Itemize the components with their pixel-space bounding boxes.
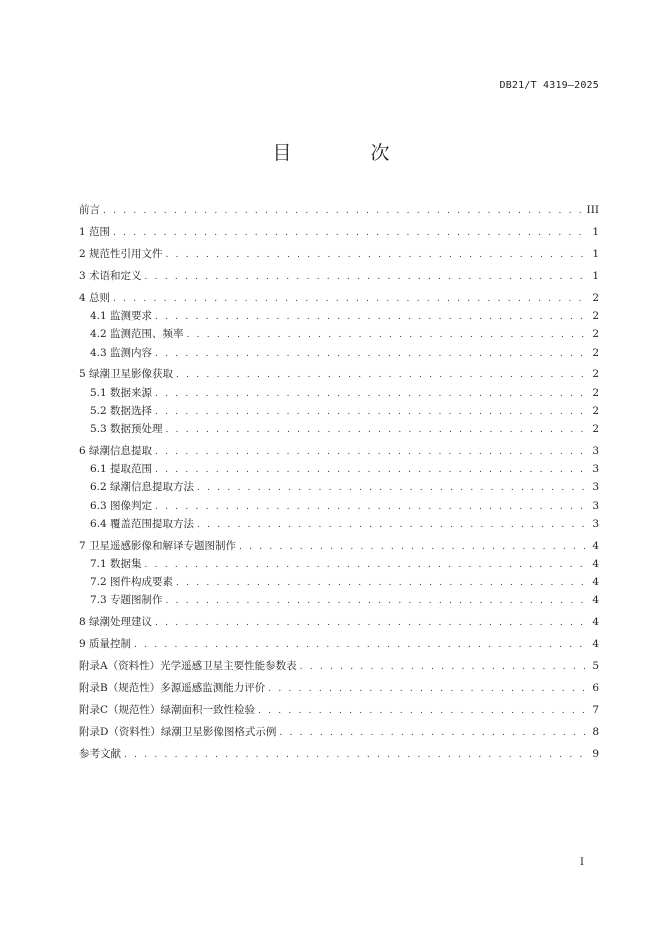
toc-entry-page: 8 bbox=[592, 726, 599, 739]
toc-entry-label: 6.2 绿潮信息提取方法 bbox=[90, 481, 195, 494]
toc-entry[interactable] bbox=[79, 442, 599, 460]
toc-leader-dots bbox=[155, 461, 589, 479]
toc-leader-dots bbox=[103, 202, 584, 220]
toc-entry-label: 4.3 监测内容 bbox=[90, 346, 153, 359]
toc-title: 目 次 bbox=[272, 142, 420, 164]
toc-entry-page: 4 bbox=[592, 539, 599, 552]
toc-leader-dots bbox=[197, 516, 589, 534]
toc-entry-page: 4 bbox=[592, 557, 599, 570]
toc-entry-label: 附录A（资料性）光学遥感卫星主要性能参数表 bbox=[79, 660, 297, 673]
toc-leader-dots bbox=[155, 403, 589, 421]
toc-entry-page: 2 bbox=[592, 404, 599, 417]
toc-leader-dots bbox=[197, 479, 589, 497]
toc-entry[interactable] bbox=[79, 307, 599, 325]
toc-entry-page: 2 bbox=[592, 386, 599, 399]
toc-entry[interactable] bbox=[79, 613, 599, 631]
toc-entry-page: 3 bbox=[592, 445, 599, 458]
toc-entry[interactable] bbox=[79, 365, 599, 383]
toc-entry[interactable] bbox=[79, 745, 599, 763]
toc-entry[interactable] bbox=[79, 679, 599, 697]
toc-entry[interactable] bbox=[79, 289, 599, 307]
toc-entry-page: 4 bbox=[592, 576, 599, 589]
toc-entry-label: 5 绿潮卫星影像获取 bbox=[79, 368, 174, 381]
toc-entry-label: 附录D（资料性）绿潮卫星影像图格式示例 bbox=[79, 726, 277, 739]
toc-entry-page: 3 bbox=[592, 481, 599, 494]
toc-entry-label: 附录C（规范性）绿潮面积一致性检验 bbox=[79, 704, 256, 717]
toc-entry-label: 5.1 数据来源 bbox=[90, 386, 153, 399]
toc-entry[interactable] bbox=[79, 420, 599, 438]
toc-entry-label: 7.2 图件构成要素 bbox=[90, 576, 174, 589]
page-number: I bbox=[580, 857, 584, 868]
toc-leader-dots bbox=[176, 574, 589, 592]
toc-leader-dots bbox=[113, 290, 589, 308]
toc-entry-label: 8 绿潮处理建议 bbox=[79, 616, 153, 629]
toc-leader-dots bbox=[155, 345, 589, 363]
toc-entry-label: 6.1 提取范围 bbox=[90, 463, 153, 476]
toc-entry-label: 附录B（规范性）多源遥感监测能力评价 bbox=[79, 682, 266, 695]
toc-entry-page: 4 bbox=[592, 616, 599, 629]
toc-entry-page: 1 bbox=[592, 247, 599, 260]
toc-entry-page: 1 bbox=[592, 269, 599, 282]
toc-entry[interactable] bbox=[79, 701, 599, 719]
toc-entry[interactable] bbox=[79, 657, 599, 675]
toc-leader-dots bbox=[155, 498, 589, 516]
toc-leader-dots bbox=[239, 538, 589, 556]
toc-entry-label: 4.2 监测范围、频率 bbox=[90, 328, 184, 341]
toc-entry[interactable] bbox=[79, 515, 599, 533]
toc-entry-label: 5.2 数据选择 bbox=[90, 404, 153, 417]
toc-entry[interactable] bbox=[79, 344, 599, 362]
toc-entry-label: 参考文献 bbox=[79, 748, 121, 761]
toc-entry-page: 2 bbox=[592, 291, 599, 304]
toc-entry[interactable] bbox=[79, 591, 599, 609]
toc-entry-page: 1 bbox=[592, 225, 599, 238]
toc-leader-dots bbox=[279, 724, 589, 742]
toc-entry-label: 7.3 专题图制作 bbox=[90, 594, 163, 607]
toc-entry[interactable] bbox=[79, 325, 599, 343]
toc-entry-page: III bbox=[586, 204, 599, 216]
toc-entry-label: 7.1 数据集 bbox=[90, 557, 142, 570]
toc-entry-label: 7 卫星遥感影像和解译专题图制作 bbox=[79, 539, 237, 552]
toc-entry-label: 4 总则 bbox=[79, 291, 111, 304]
toc-entry-page: 9 bbox=[592, 748, 599, 761]
toc-entry-page: 6 bbox=[592, 682, 599, 695]
toc-leader-dots bbox=[155, 308, 589, 326]
toc-leader-dots bbox=[145, 556, 590, 574]
toc-leader-dots bbox=[166, 246, 590, 264]
table-of-contents bbox=[79, 201, 599, 763]
toc-entry-page: 2 bbox=[592, 328, 599, 341]
toc-entry[interactable] bbox=[79, 460, 599, 478]
toc-entry[interactable] bbox=[79, 573, 599, 591]
toc-leader-dots bbox=[187, 326, 590, 344]
toc-entry-page: 2 bbox=[592, 310, 599, 323]
toc-entry[interactable] bbox=[79, 537, 599, 555]
toc-leader-dots bbox=[258, 702, 589, 720]
toc-entry-page: 5 bbox=[592, 660, 599, 673]
toc-entry-label: 6.3 图像判定 bbox=[90, 499, 153, 512]
toc-leader-dots bbox=[268, 680, 589, 698]
toc-entry-page: 3 bbox=[592, 517, 599, 530]
toc-entry-page: 2 bbox=[592, 368, 599, 381]
toc-leader-dots bbox=[145, 268, 590, 286]
toc-entry[interactable] bbox=[79, 555, 599, 573]
toc-entry-label: 6 绿潮信息提取 bbox=[79, 445, 153, 458]
toc-entry-page: 2 bbox=[592, 423, 599, 436]
toc-entry[interactable] bbox=[79, 497, 599, 515]
toc-leader-dots bbox=[300, 658, 590, 676]
toc-entry[interactable] bbox=[79, 384, 599, 402]
toc-entry[interactable] bbox=[79, 245, 599, 263]
toc-leader-dots bbox=[155, 385, 589, 403]
toc-entry-page: 3 bbox=[592, 463, 599, 476]
toc-entry[interactable] bbox=[79, 223, 599, 241]
toc-entry[interactable] bbox=[79, 723, 599, 741]
toc-leader-dots bbox=[113, 224, 589, 242]
toc-leader-dots bbox=[176, 366, 589, 384]
toc-entry-label: 4.1 监测要求 bbox=[90, 310, 153, 323]
toc-entry-label: 5.3 数据预处理 bbox=[90, 423, 163, 436]
toc-leader-dots bbox=[155, 614, 589, 632]
toc-entry-page: 3 bbox=[592, 499, 599, 512]
toc-entry-page: 4 bbox=[592, 594, 599, 607]
toc-entry[interactable] bbox=[79, 267, 599, 285]
toc-leader-dots bbox=[166, 592, 590, 610]
toc-entry[interactable] bbox=[79, 478, 599, 496]
toc-entry-page: 2 bbox=[592, 346, 599, 359]
toc-entry-label: 3 术语和定义 bbox=[79, 269, 142, 282]
toc-leader-dots bbox=[124, 746, 589, 764]
toc-entry-label: 前言 bbox=[79, 204, 100, 216]
toc-entry-label: 9 质量控制 bbox=[79, 638, 132, 651]
toc-entry[interactable] bbox=[79, 201, 599, 219]
toc-entry-label: 2 规范性引用文件 bbox=[79, 247, 163, 260]
toc-entry-page: 4 bbox=[592, 638, 599, 651]
toc-entry[interactable] bbox=[79, 635, 599, 653]
document-code: DB21/T 4319—2025 bbox=[499, 80, 599, 91]
toc-leader-dots bbox=[134, 636, 589, 654]
toc-entry-page: 7 bbox=[592, 704, 599, 717]
toc-entry[interactable] bbox=[79, 402, 599, 420]
toc-entry-label: 6.4 覆盖范围提取方法 bbox=[90, 517, 195, 530]
toc-leader-dots bbox=[155, 443, 589, 461]
toc-leader-dots bbox=[166, 421, 590, 439]
toc-entry-label: 1 范围 bbox=[79, 225, 111, 238]
